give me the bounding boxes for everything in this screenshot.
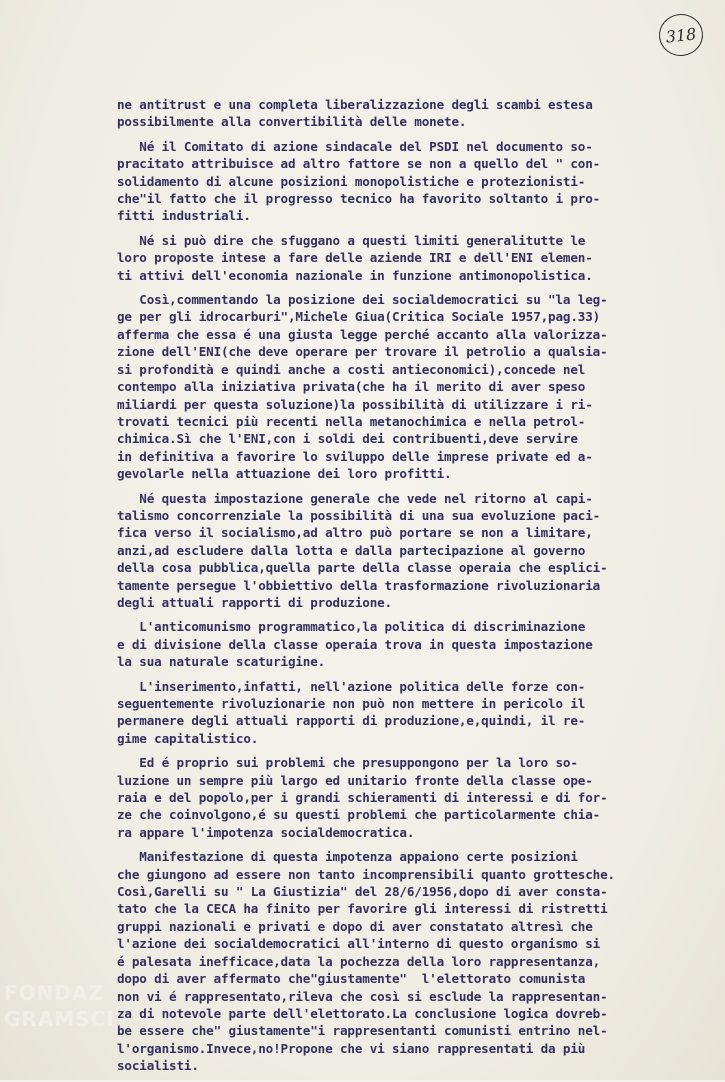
text-line: afferma che essa é una giusta legge perché accanto alla valorizza- [117, 326, 608, 342]
text-line: tato che la CECA ha finito per favorire gli interessi di ristretti [117, 901, 608, 917]
text-line: si profondità e quindi anche a costi antieconomici),concede nel [117, 361, 586, 377]
text-line: Né questa impostazione generale che vede nel ritorno al capi- [117, 490, 593, 506]
text-line: seguentemente rivoluzionarie non può non mettere in pericolo il [117, 696, 586, 711]
text-line: dopo di aver affermato che"giustamente" l'elettorato comunista [117, 971, 586, 987]
text-line: loro proposte intese a fare delle aziende IRI e dell'ENI elemen- [117, 250, 593, 266]
text-line: chimica.Sì che l'ENI,con i soldi dei contribuenti,deve servire [117, 431, 578, 447]
paragraph [117, 618, 712, 670]
paragraph [117, 291, 712, 482]
text-line: raia e del popolo,per i grandi schieramenti di interessi e di for- [117, 790, 608, 806]
text-line: trovati tecnici più recenti nella metanochimica e nella petrol- [117, 413, 586, 429]
text-line: L'anticomunismo programmatico,la politica di discriminazione [117, 619, 586, 635]
text-line: gime capitalistico. [117, 730, 259, 746]
text-line: Né il Comitato di azione sindacale del PSDI nel documento so- [117, 138, 593, 154]
text-line: ze che coinvolgono,é su questi problemi che particolarmente chia- [117, 807, 601, 823]
text-line: contempo alla iniziativa privata(che ha il merito di aver speso [117, 379, 586, 395]
text-line: anzi,ad escludere dalla lotta e dalla partecipazione al governo [117, 542, 586, 558]
page-number-stamp [657, 12, 705, 58]
text-line: permanere degli attuali rapporti di produzione,e,quindi, il re- [117, 713, 586, 729]
text-line: solidamento di alcune posizioni monopolistiche e protezionisti- [117, 173, 586, 189]
text-line: Ed é proprio sui problemi che presuppongono per la loro so- [117, 755, 578, 771]
text-line: za di notevole parte dell'elettorato.La conclusione logica dovreb- [117, 1005, 608, 1021]
text-line: ge per gli idrocarburi",Michele Giua(Critica Sociale 1957,pag.33) [117, 309, 601, 325]
paragraph [117, 232, 712, 284]
page-number: 318 [664, 23, 698, 47]
watermark-logo: FONDAZ GRAMSCI [4, 981, 115, 1031]
text-line: che"il fatto che il progresso tecnico ha favorito soltanto i pro- [117, 191, 601, 207]
text-line: Così,commentando la posizione dei socialdemocratici su "la leg- [117, 292, 608, 308]
text-line: e di divisione della classe operaia trova in questa impostazione [117, 636, 593, 652]
text-line: non vi é rappresentato,rileva che così si esclude la rappresentan- [117, 988, 608, 1004]
text-line: Né si può dire che sfuggano a questi limiti generalitutte le [117, 232, 586, 248]
text-line: fitti industriali. [117, 208, 251, 224]
text-line: socialisti. [117, 1058, 199, 1074]
paragraph [117, 678, 712, 748]
text-line: che giungono ad essere non tanto incomprensibili quanto grottesche. [117, 866, 615, 882]
text-line: talismo concorrenziale la possibilità di una sua evoluzione paci- [117, 507, 601, 523]
text-line: della cosa pubblica,quella parte della classe operaia che esplici- [117, 560, 608, 576]
text-line: tamente persegue l'obbiettivo della trasformazione rivoluzionaria [117, 577, 601, 593]
text-line: gruppi nazionali e privati e dopo di aver constatato altresì che [117, 918, 593, 934]
text-line: ne antitrust e una completa liberalizzazione degli scambi estesa [117, 97, 593, 112]
text-line: L'inserimento,infatti, nell'azione politica delle forze con- [117, 678, 586, 694]
text-line: zione dell'ENI(che deve operare per trovare il petrolio a qualsia- [117, 344, 608, 360]
paragraph [117, 848, 712, 1074]
text-line: be essere che" giustamente"i rappresentanti comunisti entrino nel- [117, 1023, 608, 1039]
text-line: ti attivi dell'economia nazionale in funzione antimonopolistica. [117, 267, 593, 283]
text-line: pracitato attribuisce ad altro fattore se non a quello del " con- [117, 156, 601, 172]
text-line: l'azione dei socialdemocratici all'interno di questo organismo si [117, 936, 601, 952]
paragraph [117, 138, 712, 225]
text-line: gevolarle nella attuazione dei loro profitti. [117, 466, 452, 482]
document-body [117, 96, 712, 1082]
text-line: miliardi per questa soluzione)la possibilità di utilizzare i ri- [117, 396, 593, 412]
text-line: ra appare l'impotenza socialdemocratica. [117, 824, 415, 840]
text-line: in definitiva a favorire lo sviluppo delle imprese private ed a- [117, 448, 593, 464]
text-line: l'organismo.Invece,no!Propone che vi siano rappresentati da più [117, 1040, 586, 1056]
paragraph [117, 754, 712, 841]
text-line: la sua naturale scaturigine. [117, 654, 326, 670]
paragraph [117, 490, 712, 612]
text-line: Manifestazione di questa impotenza appaiono certe posizioni [117, 849, 578, 865]
text-line: é palesata inefficace,data la pochezza della loro rappresentanza, [117, 953, 601, 969]
text-line: luzione un sempre più largo ed unitario fronte della classe ope- [117, 772, 593, 788]
text-line: degli attuali rapporti di produzione. [117, 594, 392, 610]
text-line: Così,Garelli su " La Giustizia" del 28/6/1956,dopo di aver consta- [117, 884, 608, 900]
text-line: possibilmente alla convertibilità delle monete. [117, 114, 467, 130]
text-line: fica verso il socialismo,ad altro può portare se non a limitare, [117, 525, 593, 541]
paragraph [117, 96, 712, 131]
